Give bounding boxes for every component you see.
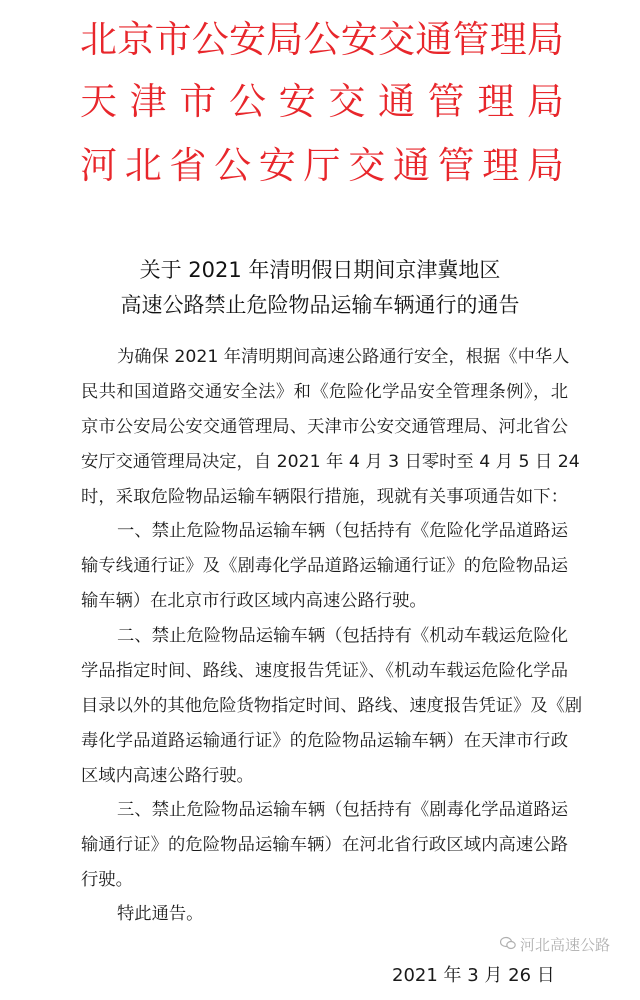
body-line: 安厅交通管理局决定，自 2021 年 4 月 3 日零时至 4 月 5 日 24 — [81, 452, 580, 472]
issuer-hebei: 河北省公安厅交通管理局 — [80, 144, 564, 187]
document-title-line-1: 关于 2021 年清明假日期间京津冀地区 — [139, 258, 501, 282]
watermark — [500, 934, 610, 956]
body-line: 一、禁止危险物品运输车辆（包括持有《危险化学品道路运 — [117, 521, 568, 541]
body-line: 目录以外的其他危险货物指定时间、路线、速度报告凭证》及《剧 — [81, 696, 583, 716]
body-line: 输专线通行证》及《剧毒化学品道路运输通行证》的危险物品运 — [81, 556, 568, 576]
body-line: 输车辆）在北京市行政区域内高速公路行驶。 — [81, 591, 427, 611]
issuer-beijing: 北京市公安局公安交通管理局 — [80, 18, 564, 61]
wechat-icon — [500, 934, 516, 956]
body-line: 二、禁止危险物品运输车辆（包括持有《机动车载运危险化 — [117, 626, 568, 646]
body-line: 毒化学品道路运输通行证》的危险物品运输车辆）在天津市行政 — [81, 731, 568, 751]
body-line: 学品指定时间、路线、速度报告凭证》、《机动车载运危险化学品 — [81, 661, 568, 681]
watermark-text: 河北高速公路 — [520, 936, 611, 954]
body-line: 为确保 2021 年清明期间高速公路通行安全，根据《中华人 — [117, 347, 570, 367]
body-line: 民共和国道路交通安全法》和《危险化学品安全管理条例》，北 — [81, 382, 568, 402]
issuer-tianjin: 天津市公安交通管理局 — [80, 80, 564, 123]
document-date: 2021 年 3 月 26 日 — [392, 965, 555, 986]
body-line: 京市公安局公安交通管理局、天津市公安交通管理局、河北省公 — [81, 417, 568, 437]
body-line: 区域内高速公路行驶。 — [81, 766, 254, 786]
body-line: 行驶。 — [81, 870, 133, 890]
closing-line: 特此通告。 — [117, 904, 204, 924]
body-line: 时，采取危险物品运输车辆限行措施，现就有关事项通告如下： — [81, 487, 568, 507]
body-line: 输通行证》的危险物品运输车辆）在河北省行政区域内高速公路 — [81, 835, 568, 855]
body-line: 三、禁止危险物品运输车辆（包括持有《剧毒化学品道路运 — [117, 800, 568, 820]
document-title-line-2: 高速公路禁止危险物品运输车辆通行的通告 — [120, 293, 520, 317]
